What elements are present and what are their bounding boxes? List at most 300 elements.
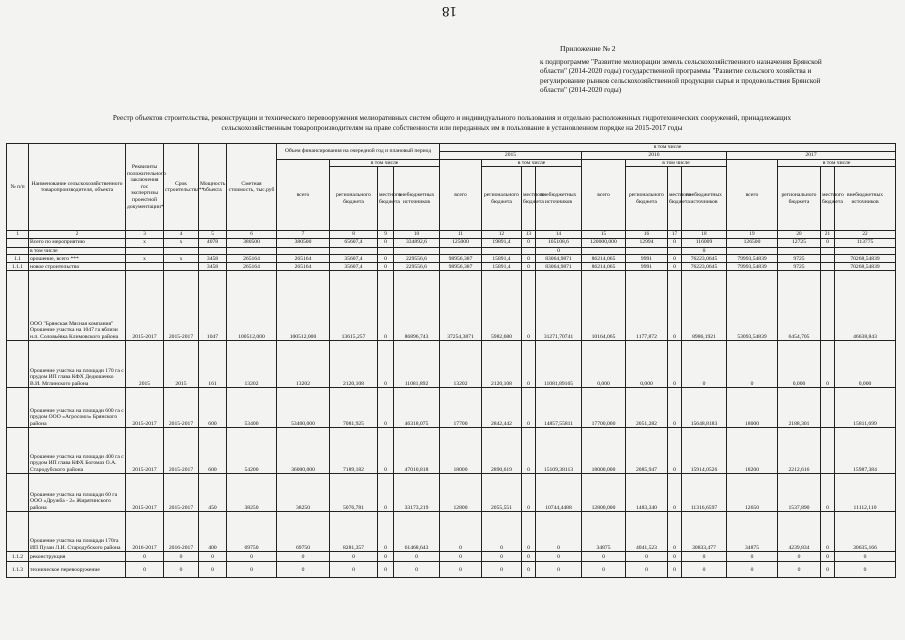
table-cell: 0 xyxy=(330,562,378,578)
table-row xyxy=(7,263,896,271)
table-cell: 0 xyxy=(668,263,682,271)
table-cell: 0 xyxy=(227,562,277,578)
column-number: 13 xyxy=(522,231,536,239)
table-cell: 0 xyxy=(440,552,482,562)
table-cell: 53400 xyxy=(227,388,277,428)
registry-title-line: Реестр объектов строительства, реконструкции и технического перевооружения мелиоративных систем общего и индивидуального пользования и отдельно расположенных гидротехнических сооружений, принадлежащих xyxy=(112,114,792,122)
table-cell: 9725 xyxy=(778,255,821,263)
table-cell xyxy=(126,247,164,255)
table-cell xyxy=(330,247,378,255)
table-cell: 31271,70741 xyxy=(536,271,582,341)
header-regional: регионального бюджета xyxy=(626,167,668,231)
table-cell: 0 xyxy=(668,341,682,388)
table-cell: 0 xyxy=(522,388,536,428)
table-cell: 0 xyxy=(682,247,727,255)
table-cell: 11316,6597 xyxy=(682,474,727,512)
table-cell: 9991 xyxy=(626,255,668,263)
table-cell: 0 xyxy=(394,562,440,578)
header-year-2015: 2015 xyxy=(440,152,582,160)
table-cell: 2015-2017 xyxy=(126,271,164,341)
column-number: 4 xyxy=(164,231,199,239)
table-cell: 2120,108 xyxy=(482,341,522,388)
table-cell xyxy=(440,247,482,255)
column-number: 21 xyxy=(821,231,835,239)
table-cell xyxy=(394,247,440,255)
table-cell: 2842,442 xyxy=(482,388,522,428)
table-cell: 0 xyxy=(522,255,536,263)
column-number: 5 xyxy=(199,231,227,239)
table-cell: 0 xyxy=(536,247,582,255)
table-cell: 0 xyxy=(668,552,682,562)
table-cell: 0 xyxy=(378,255,394,263)
table-cell: 0 xyxy=(330,552,378,562)
annex-title: Приложение № 2 xyxy=(560,44,616,53)
table-cell: 0 xyxy=(727,562,778,578)
table-cell: 2015-2017 xyxy=(164,271,199,341)
table-cell: 0,000 xyxy=(582,341,626,388)
table-cell: 0 xyxy=(378,552,394,562)
table-cell: 0 xyxy=(522,341,536,388)
table-cell: 0 xyxy=(727,552,778,562)
table-cell: 2015-2017 xyxy=(126,474,164,512)
header-regional: регионального бюджета xyxy=(778,167,821,231)
table-cell: 0 xyxy=(378,428,394,474)
table-cell: 0 xyxy=(522,428,536,474)
table-cell: 2015-2017 xyxy=(164,388,199,428)
table-cell: 0,000 xyxy=(626,341,668,388)
header-total: всего xyxy=(582,159,626,231)
table-cell: 450 xyxy=(199,474,227,512)
column-number: 8 xyxy=(330,231,378,239)
header-financing: Объем финансирования на очередной год и плановый период xyxy=(277,144,440,160)
table-cell: 36000,000 xyxy=(277,428,330,474)
table-cell xyxy=(821,271,835,341)
table-cell: 380500 xyxy=(227,238,277,247)
row-number: 1.1.3 xyxy=(7,562,29,578)
header-cost: Сметная стоимость, тыс.руб xyxy=(227,144,277,231)
row-number: 1.1 xyxy=(7,255,29,263)
table-cell: 0 xyxy=(277,562,330,578)
table-row xyxy=(7,255,896,263)
table-cell: 0 xyxy=(536,512,582,552)
table-cell: 2120,108 xyxy=(330,341,378,388)
table-cell: 6454,705 xyxy=(778,271,821,341)
table-cell xyxy=(164,247,199,255)
table-cell: 126500 xyxy=(727,238,778,247)
table-cell: 5982,680 xyxy=(482,271,522,341)
table-cell: 15914,0526 xyxy=(682,428,727,474)
table-cell: 18000 xyxy=(727,388,778,428)
table-cell: 265164 xyxy=(227,263,277,271)
table-cell: 0 xyxy=(835,562,896,578)
table-cell: 0 xyxy=(378,341,394,388)
table-cell: 0 xyxy=(778,562,821,578)
table-cell: 35607,4 xyxy=(330,263,378,271)
column-number: 22 xyxy=(835,231,896,239)
column-number: 15 xyxy=(582,231,626,239)
table-cell: 61468,643 xyxy=(394,512,440,552)
table-cell: 0 xyxy=(536,562,582,578)
table-cell: 13202 xyxy=(440,341,482,388)
table-cell: 380500 xyxy=(277,238,330,247)
table-cell: 3458 xyxy=(199,255,227,263)
row-number xyxy=(7,271,29,341)
table-row xyxy=(7,512,896,552)
table-cell xyxy=(821,255,835,263)
table-cell: 1177,872 xyxy=(626,271,668,341)
table-cell: 54200 xyxy=(227,428,277,474)
table-cell: 0 xyxy=(821,238,835,247)
table-row xyxy=(7,238,896,247)
row-number xyxy=(7,388,29,428)
table-cell: 83064,9871 xyxy=(536,263,582,271)
table-cell: 34875 xyxy=(582,512,626,552)
table-row xyxy=(7,247,896,255)
table-cell: 4078 xyxy=(199,238,227,247)
table-cell: 0 xyxy=(227,552,277,562)
table-cell xyxy=(378,247,394,255)
table-cell: 0 xyxy=(440,562,482,578)
table-cell: 0 xyxy=(199,562,227,578)
table-cell: 7081,925 xyxy=(330,388,378,428)
registry-title xyxy=(22,114,882,133)
table-cell: 15109,38113 xyxy=(536,428,582,474)
table-cell: 0 xyxy=(482,512,522,552)
table-cell: 2015-2017 xyxy=(164,428,199,474)
table-cell: 600 xyxy=(199,388,227,428)
column-number: 18 xyxy=(682,231,727,239)
table-cell: 120000,000 xyxy=(582,238,626,247)
table-cell: 0 xyxy=(522,263,536,271)
table-cell: 86896,743 xyxy=(394,271,440,341)
table-cell: 2015-2017 xyxy=(126,388,164,428)
table-cell: 15987,384 xyxy=(835,428,896,474)
table-cell xyxy=(626,247,668,255)
table-cell: 30833,477 xyxy=(682,512,727,552)
table-cell: 46638,843 xyxy=(835,271,896,341)
table-cell: 0 xyxy=(821,552,835,562)
table-cell xyxy=(778,247,821,255)
column-number: 19 xyxy=(727,231,778,239)
table-cell: 0 xyxy=(682,552,727,562)
table-cell: 38250 xyxy=(227,474,277,512)
table-row xyxy=(7,271,896,341)
table-cell: 0 xyxy=(536,552,582,562)
table-cell: 4041,523 xyxy=(626,512,668,552)
table-cell: 0 xyxy=(668,255,682,263)
table-cell xyxy=(522,247,536,255)
table-cell: 113775 xyxy=(835,238,896,247)
table-cell xyxy=(126,263,164,271)
table-cell: 600 xyxy=(199,428,227,474)
annex-line: области" (2014-2020 годы) xyxy=(540,86,622,95)
header-regional: регионального бюджета xyxy=(482,167,522,231)
row-name: Орошение участка на площади 170га ИП Пузан Л.И. Стародубского района xyxy=(29,512,126,552)
table-cell xyxy=(164,263,199,271)
column-number: 20 xyxy=(778,231,821,239)
table-cell: 53093,54839 xyxy=(727,271,778,341)
table-cell: 8986,1921 xyxy=(682,271,727,341)
table-cell: 125000 xyxy=(440,238,482,247)
table-cell: 53400,000 xyxy=(277,388,330,428)
table-cell xyxy=(482,247,522,255)
table-cell: 0 xyxy=(582,562,626,578)
table-cell: 14857,55811 xyxy=(536,388,582,428)
table-cell: 0 xyxy=(668,388,682,428)
header-including: в том числе xyxy=(482,159,582,167)
table-cell: 0 xyxy=(821,341,835,388)
table-cell: 0 xyxy=(394,552,440,562)
table-cell: 229556,6 xyxy=(394,255,440,263)
header-year-2016: 2016 xyxy=(582,152,727,160)
table-cell: 9991 xyxy=(626,263,668,271)
table-cell: 18000,000 xyxy=(582,428,626,474)
header-capacity: Мощность объекта xyxy=(199,144,227,231)
annex-line: к подпрограмме "Развитие мелиорации земель сельскохозяйственного назначения Брянской xyxy=(540,57,822,66)
column-number: 10 xyxy=(394,231,440,239)
header-docs: Реквизиты положительного заключения гос экспертизы проектной документации* xyxy=(126,144,164,231)
table-cell: 0 xyxy=(626,562,668,578)
table-cell: 400 xyxy=(199,512,227,552)
table-cell: 0 xyxy=(378,238,394,247)
table-cell xyxy=(199,247,227,255)
row-name: Всего по мероприятию xyxy=(29,238,126,247)
table-cell: 15891,4 xyxy=(482,255,522,263)
row-number: 1.1.2 xyxy=(7,552,29,562)
table-cell: 86214,065 xyxy=(582,255,626,263)
table-cell: 69750 xyxy=(277,512,330,552)
row-number xyxy=(7,247,29,255)
table-cell: 0 xyxy=(835,552,896,562)
header-including: в том числе xyxy=(626,159,727,167)
table-cell: 13202 xyxy=(277,341,330,388)
table-cell: 0 xyxy=(582,552,626,562)
table-cell: 229556,6 xyxy=(394,263,440,271)
table-cell: 0 xyxy=(378,271,394,341)
table-cell: 2016-2017 xyxy=(164,512,199,552)
column-number: 17 xyxy=(668,231,682,239)
column-number-row xyxy=(7,231,896,239)
table-cell: 33173,219 xyxy=(394,474,440,512)
table-cell: 0 xyxy=(378,562,394,578)
table-cell: 0 xyxy=(482,552,522,562)
table-cell: 0 xyxy=(126,562,164,578)
table-cell xyxy=(821,247,835,255)
table-cell: 2016-2017 xyxy=(126,512,164,552)
table-cell xyxy=(821,388,835,428)
table-cell: 0 xyxy=(277,552,330,562)
table-cell: 12725 xyxy=(778,238,821,247)
table-cell: 100512,000 xyxy=(277,271,330,341)
table-cell: 69750 xyxy=(227,512,277,552)
table-cell: 0 xyxy=(668,271,682,341)
registry-title-line: сельскохозяйственным товаропроизводителям на праве собственности или переданных им в пользование в установленном порядке на 2015-2017 годы xyxy=(221,123,683,132)
table-cell: 15811,699 xyxy=(835,388,896,428)
table-cell: 0 xyxy=(727,341,778,388)
table-cell: 1047 xyxy=(199,271,227,341)
table-cell: 0 xyxy=(668,428,682,474)
table-cell: 7189,182 xyxy=(330,428,378,474)
annex-note xyxy=(540,44,895,96)
header-extra: внебюджетных источников xyxy=(835,167,896,231)
table-cell xyxy=(277,247,330,255)
table-cell: 76223,0645 xyxy=(682,263,727,271)
table-cell: 46318,075 xyxy=(394,388,440,428)
table-cell: 2015 xyxy=(126,341,164,388)
table-cell: 0 xyxy=(821,474,835,512)
table-cell: 0 xyxy=(821,562,835,578)
table-cell: 9725 xyxy=(778,263,821,271)
table-cell: 38250 xyxy=(277,474,330,512)
table-cell: 0 xyxy=(522,512,536,552)
table-cell: 70268,54839 xyxy=(835,263,896,271)
table-cell: х xyxy=(164,255,199,263)
table-cell: 2188,301 xyxy=(778,388,821,428)
registry-table xyxy=(6,143,896,578)
table-cell: х xyxy=(126,255,164,263)
header-including: в том числе xyxy=(330,159,440,167)
table-cell: 0 xyxy=(164,552,199,562)
table-cell: х xyxy=(126,238,164,247)
table-cell: 0 xyxy=(778,552,821,562)
table-row xyxy=(7,388,896,428)
table-cell: 0 xyxy=(522,552,536,562)
row-number xyxy=(7,428,29,474)
table-cell: 76223,0645 xyxy=(682,255,727,263)
table-row xyxy=(7,428,896,474)
table-cell: 12650 xyxy=(727,474,778,512)
table-cell: 11081,892 xyxy=(394,341,440,388)
row-name: в том числе xyxy=(29,247,126,255)
column-number: 2 xyxy=(29,231,126,239)
table-cell: 0,000 xyxy=(835,341,896,388)
table-cell: 8281,357 xyxy=(330,512,378,552)
table-cell xyxy=(227,247,277,255)
table-cell: 15648,8183 xyxy=(682,388,727,428)
header-regional: регионального бюджета xyxy=(330,167,378,231)
header-name: Наименование сельскохозяйственного товаропроизводителя, объекта xyxy=(29,144,126,231)
table-cell: 0 xyxy=(821,512,835,552)
column-number: 1 xyxy=(7,231,29,239)
table-cell: 12994 xyxy=(626,238,668,247)
header-extra: внебюджетных источников xyxy=(536,167,582,231)
table-cell: 0 xyxy=(164,562,199,578)
table-cell: 334892,6 xyxy=(394,238,440,247)
table-cell xyxy=(821,263,835,271)
table-cell: 265164 xyxy=(227,255,277,263)
table-cell: 265164 xyxy=(277,255,330,263)
table-cell: 98956,387 xyxy=(440,263,482,271)
row-name: ООО "Брянская Мясная компания" Орошение участка на 1047 га вблизи н.п. Соловьёвка Климовского района xyxy=(29,271,126,341)
table-cell: 0 xyxy=(522,562,536,578)
row-name: новое строительство xyxy=(29,263,126,271)
row-name: Орошение участка на площади 600 га с прудом ООО «Агросоюз» Брянского района xyxy=(29,388,126,428)
table-cell: 0 xyxy=(522,271,536,341)
table-cell: 30635,166 xyxy=(835,512,896,552)
header-num: № п/п xyxy=(7,144,29,231)
row-name: орошение, всего *** xyxy=(29,255,126,263)
table-cell: 17700 xyxy=(440,388,482,428)
row-name: реконструкция xyxy=(29,552,126,562)
header-local: местного бюджета xyxy=(378,167,394,231)
table-cell: 4239,834 xyxy=(778,512,821,552)
table-cell: 105108,6 xyxy=(536,238,582,247)
table-cell: 17700,000 xyxy=(582,388,626,428)
table-cell: 15891,4 xyxy=(482,263,522,271)
column-number: 3 xyxy=(126,231,164,239)
table-cell: 12800,000 xyxy=(582,474,626,512)
table-cell: 0 xyxy=(682,562,727,578)
annex-line: регулирование рынков сельскохозяйственной продукции сырья и продовольствия Брянской xyxy=(540,76,821,85)
table-cell: 79993,54839 xyxy=(727,263,778,271)
table-cell: 19891,4 xyxy=(482,238,522,247)
header-local: местного бюджета xyxy=(668,167,682,231)
annex-line: области" (2014-2020 годы) государственной программы "Развитие сельского хозяйства и xyxy=(540,67,812,76)
table-cell: 65607,4 xyxy=(330,238,378,247)
table-row xyxy=(7,552,896,562)
table-cell: 161 xyxy=(199,341,227,388)
table-cell: 10744,4488 xyxy=(536,474,582,512)
header-extra: внебюджетных источников xyxy=(682,167,727,231)
header-total: всего xyxy=(277,159,330,231)
table-cell: 0 xyxy=(378,512,394,552)
table-cell: 37254,3871 xyxy=(440,271,482,341)
table-cell: 0 xyxy=(522,474,536,512)
table-cell: 13202 xyxy=(227,341,277,388)
table-cell: 83064,9871 xyxy=(536,255,582,263)
table-cell: 2015-2017 xyxy=(126,428,164,474)
table-cell: 98956,387 xyxy=(440,255,482,263)
row-number: 1.1.1 xyxy=(7,263,29,271)
table-cell: 0 xyxy=(378,388,394,428)
table-cell: 18000 xyxy=(440,428,482,474)
table-cell: 35607,4 xyxy=(330,255,378,263)
header-total: всего xyxy=(727,159,778,231)
table-cell: 1537,890 xyxy=(778,474,821,512)
table-cell: 2015 xyxy=(164,341,199,388)
header-term: Срок строительства** xyxy=(164,144,199,231)
table-cell: 34875 xyxy=(727,512,778,552)
table-cell: х xyxy=(164,238,199,247)
table-cell: 3458 xyxy=(199,263,227,271)
table-cell: 0 xyxy=(668,512,682,552)
table-cell: 0 xyxy=(668,238,682,247)
table-cell: 2890,619 xyxy=(482,428,522,474)
table-cell: 2015-2017 xyxy=(164,474,199,512)
table-cell: 79993,54839 xyxy=(727,255,778,263)
table-cell xyxy=(821,428,835,474)
table-cell xyxy=(835,247,896,255)
header-total: всего xyxy=(440,159,482,231)
row-name: техническое перевооружение xyxy=(29,562,126,578)
table-cell xyxy=(668,247,682,255)
row-number xyxy=(7,512,29,552)
table-cell: 100512,000 xyxy=(227,271,277,341)
header-local: местного бюджета xyxy=(821,167,835,231)
table-row xyxy=(7,474,896,512)
table-cell: 2055,551 xyxy=(482,474,522,512)
column-number: 6 xyxy=(227,231,277,239)
row-name: Орошение участка на площади 60 га ООО «Дружба - 2» Жирятинского района xyxy=(29,474,126,512)
table-cell: 86214,065 xyxy=(582,263,626,271)
table-cell: 13615,257 xyxy=(330,271,378,341)
table-cell: 0 xyxy=(682,341,727,388)
table-cell: 47010,818 xyxy=(394,428,440,474)
table-cell: 1483,340 xyxy=(626,474,668,512)
column-number: 12 xyxy=(482,231,522,239)
header-including-years: в том числе xyxy=(440,144,896,152)
header-extra: внебюджетных источников xyxy=(394,167,440,231)
